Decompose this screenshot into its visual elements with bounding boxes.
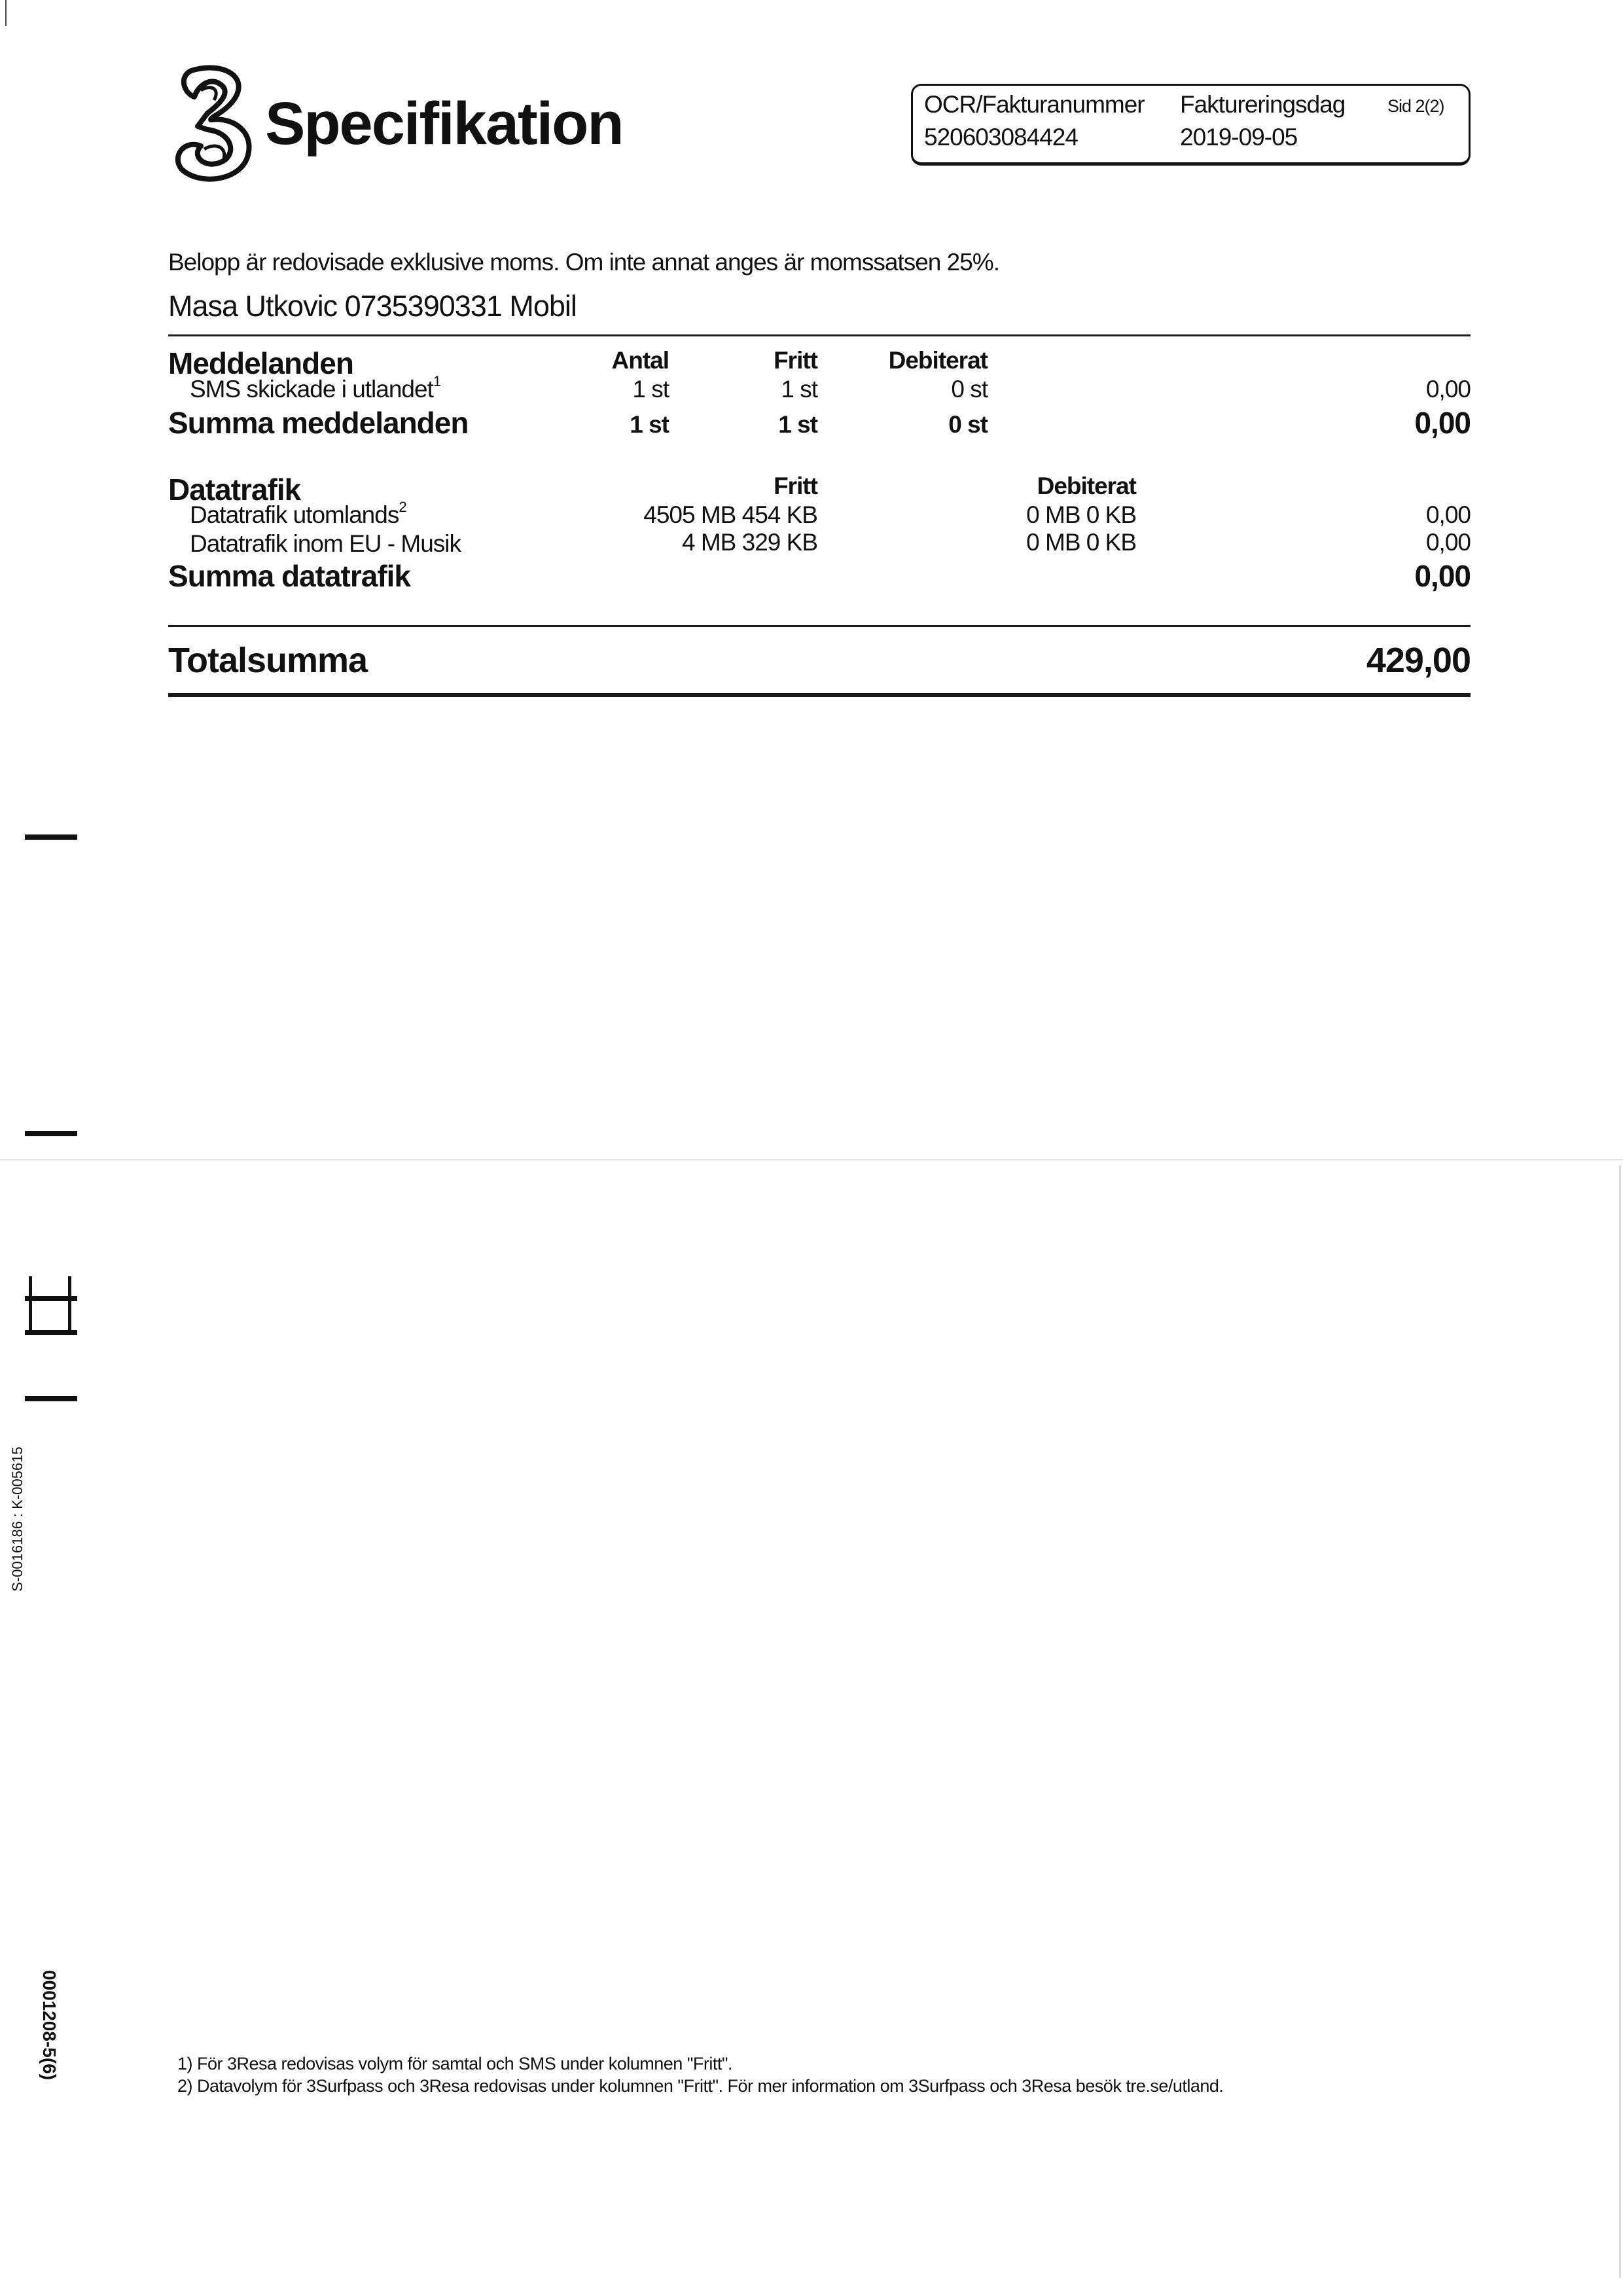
row-fritt: 4505 MB 454 KB [643, 501, 817, 528]
vat-notice: Belopp är redovisade exklusive moms. Om inte annat anges är momssatsen 25%. [168, 249, 999, 276]
row-fritt: 4 MB 329 KB [681, 529, 817, 556]
sum-fritt: 1 st [778, 411, 817, 438]
row-amount: 0,00 [1425, 501, 1471, 528]
sum-meddelanden-amount: 0,00 [1414, 406, 1471, 440]
section-title-datatrafik: Datatrafik [168, 473, 301, 507]
scan-edge-line [5, 0, 7, 26]
total-label: Totalsumma [168, 641, 368, 680]
invoice-date-label: Faktureringsdag [1180, 91, 1346, 118]
omr-mark [68, 1276, 71, 1335]
omr-mark [29, 1276, 32, 1335]
footnote-1: 1) För 3Resa redovisas volym för samtal och SMS under kolumnen "Fritt". [177, 2054, 732, 2073]
col-fritt-data: Fritt [774, 473, 817, 499]
divider [168, 693, 1471, 697]
sum-datatrafik-label: Summa datatrafik [168, 559, 411, 593]
divider [168, 334, 1471, 336]
ocr-label: OCR/Fakturanummer [924, 91, 1145, 118]
scan-right-edge [1619, 1165, 1621, 2278]
row-label: SMS skickade i utlandet$^1$ [190, 373, 441, 403]
three-logo-icon [171, 64, 260, 182]
row-antal: 1 st [632, 376, 669, 403]
col-debiterat: Debiterat [888, 347, 988, 374]
page-number: Sid 2(2) [1387, 96, 1444, 116]
omr-mark [25, 1131, 77, 1136]
section-title-meddelanden: Meddelanden [168, 346, 353, 380]
total-amount: 429,00 [1366, 641, 1471, 680]
scan-fold-line [0, 1159, 1623, 1160]
col-antal: Antal [611, 347, 669, 374]
row-amount: 0,00 [1425, 376, 1471, 403]
footnote-2: 2) Datavolym för 3Surfpass och 3Resa redovisas under kolumnen "Fritt". För mer information om 3Surfpass och 3Resa besök tre.se/utland. [177, 2076, 1224, 2096]
sum-debiterat: 0 st [948, 411, 988, 438]
sum-antal: 1 st [630, 411, 669, 438]
subscriber-line: Masa Utkovic 0735390331 Mobil [168, 289, 577, 323]
omr-mark [25, 834, 77, 840]
page-title: Specifikation [265, 90, 623, 157]
row-debiterat: 0 st [951, 376, 988, 403]
row-amount: 0,00 [1425, 529, 1471, 556]
col-fritt: Fritt [774, 347, 817, 374]
row-debiterat: 0 MB 0 KB [1026, 501, 1136, 528]
row-label: Datatrafik inom EU - Musik [190, 530, 461, 557]
row-fritt: 1 st [781, 376, 817, 403]
margin-code-bottom: 0001208-5(6) [39, 1969, 60, 2081]
omr-mark [25, 1396, 77, 1401]
col-debiterat-data: Debiterat [1037, 473, 1136, 499]
sum-datatrafik-amount: 0,00 [1414, 559, 1471, 593]
sum-meddelanden-label: Summa meddelanden [168, 406, 469, 440]
margin-code-top: S-0016186 : K-005615 [9, 1446, 26, 1592]
row-label: Datatrafik utomlands$^2$ [190, 499, 406, 528]
invoice-date-value: 2019-09-05 [1180, 124, 1298, 151]
ocr-value: 520603084424 [924, 124, 1078, 151]
row-debiterat: 0 MB 0 KB [1026, 529, 1136, 556]
divider [168, 625, 1471, 627]
